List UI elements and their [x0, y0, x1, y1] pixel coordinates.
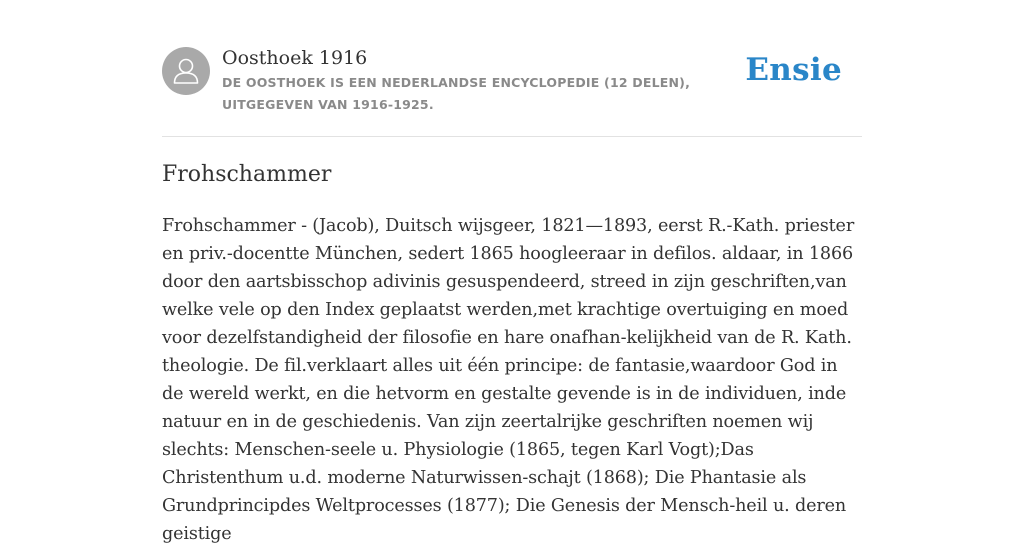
source-header — [162, 44, 862, 137]
user-icon — [162, 47, 210, 95]
article-body: Frohschammer - (Jacob), Duitsch wijsgeer, 1821—1893, eerst R.-Kath. priester en priv.-docentte München, sedert 1865 hoogleeraar in defilos. aldaar, in 1866 door den aartsbisschop adivinis gesuspendeerd, streed in zijn geschriften,van welke vele op den Index geplaatst werden,met krachtige overtuiging en moed voor dezelfstandigheid der filosofie en hare onafhan-kelijkheid van de R. Kath. theologie. De fil.verklaart alles uit één principe: de fantasie,waardoor God in de wereld werkt, en die hetvorm en gestalte gevende is in de individuen, inde natuur en in de geschiedenis. Van zijn zeertalrijke geschriften noemen wij slechts: Menschen-seele u. Physiologie (1865, tegen Karl Vogt);Das Christenthum u.d. moderne Naturwissen-schajt (1868); Die Phantasie als Grundprincipdes Weltprocesses (1877); Die Genesis der Mensch-heil u. deren geistige — [162, 216, 855, 544]
article-title: Frohschammer — [162, 162, 332, 187]
source-title[interactable]: Oosthoek 1916 — [222, 47, 368, 69]
source-avatar[interactable] — [162, 47, 210, 95]
source-description: DE OOSTHOEK IS EEN NEDERLANDSE ENCYCLOPEDIE (12 DELEN), UITGEGEVEN VAN 1916-1925. — [222, 75, 691, 112]
ensie-logo[interactable]: Ensie — [745, 52, 842, 88]
